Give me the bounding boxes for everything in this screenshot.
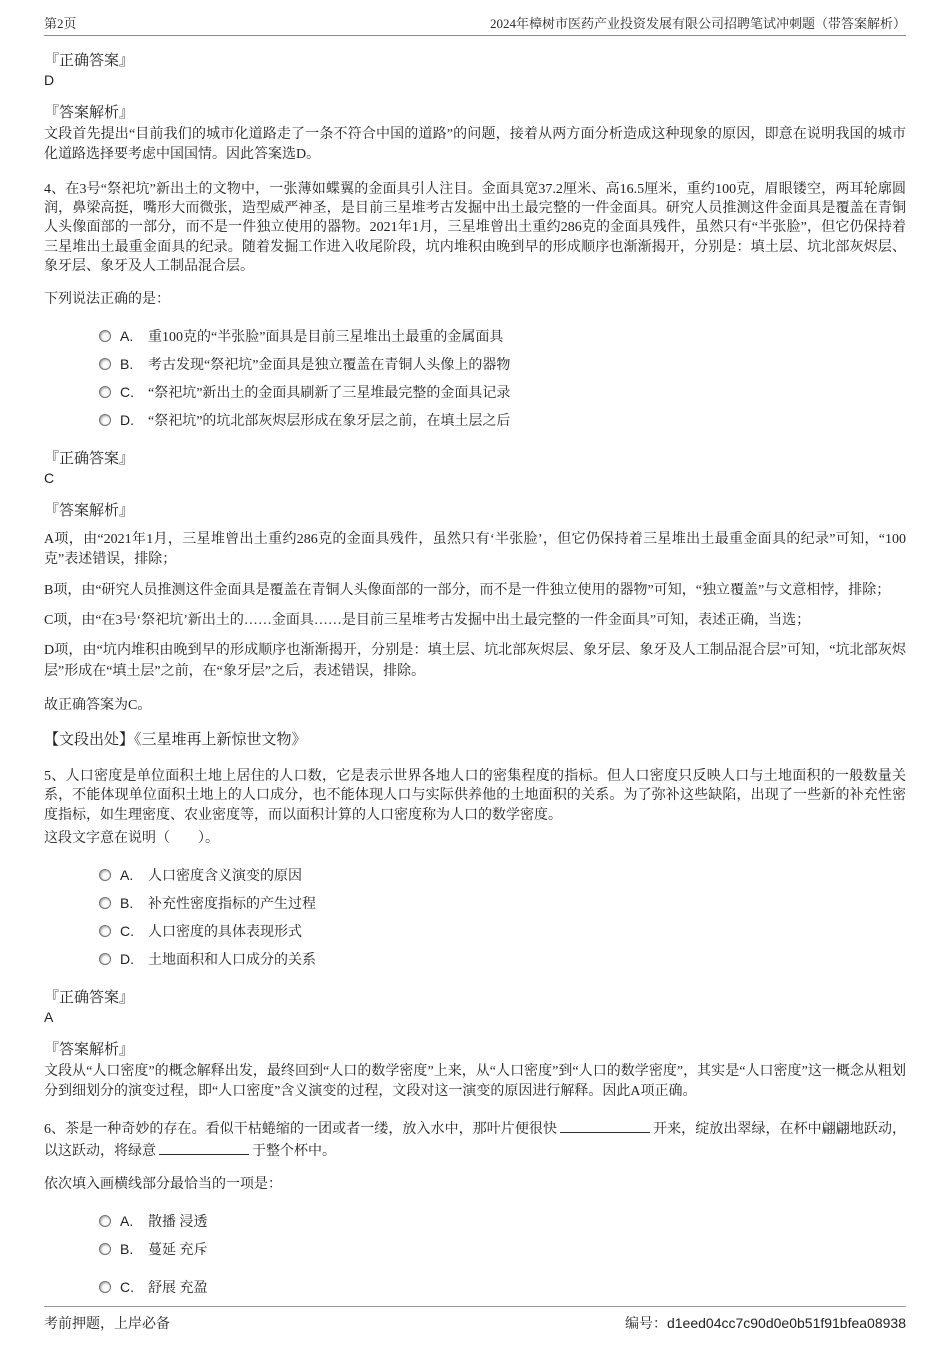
options-list <box>44 861 906 973</box>
question-stem: 5、人口密度是单位面积土地上居住的人口数，它是表示世界各地人口的密集程度的指标。但人口密度只反映人口与土地面积的一般数量关系，不能体现单位面积土地上的人口成分，也不能体现人口与实际供养他的土地面积的关系。为了弥补这些缺陷，出现了一些新的补充性密度指标，如生理密度、农业密度等，而以面积计算的人口密度称为人口的数学密度。 <box>44 768 906 823</box>
option-letter: B. <box>120 1241 134 1258</box>
option-letter: A. <box>120 328 134 345</box>
options-list <box>44 322 906 434</box>
question-stem: 4、在3号“祭祀坑”新出土的文物中，一张薄如蝶翼的金面具引人注目。金面具宽37.2厘米、高16.5厘米，重约100克，眉眼镂空，两耳轮廓圆润，鼻梁高挺，嘴形大而微张，造型威严神圣，是目前三星堆考古发掘中出土最完整的一件金面具。研究人员推测这件金面具是覆盖在青铜人头像面部的一部分，而不是一件独立使用的器物。2021年1月，三星堆曾出土重约286克的金面具残件，虽然只有“半张脸”，但它仍保持着三星堆出土最重金面具的纪录。随着发掘工作进入收尾阶段，坑内堆积由晚到早的形成顺序也渐渐揭开，分别是：填土层、坑北部灰烬层、象牙层、象牙及人工制品混合层。 <box>44 181 906 274</box>
option-letter: C. <box>120 384 134 401</box>
radio-icon[interactable] <box>99 358 111 370</box>
option-row-a[interactable] <box>99 861 906 889</box>
option-text: 补充性密度指标的产生过程 <box>148 896 316 912</box>
fill-in-blank-1 <box>560 1118 650 1133</box>
fill-in-blank-2 <box>159 1140 249 1155</box>
radio-icon[interactable] <box>99 925 111 937</box>
radio-icon[interactable] <box>99 1281 111 1293</box>
option-row-c[interactable] <box>99 378 906 406</box>
question-prompt: 依次填入画横线部分最恰当的一项是： <box>44 1177 282 1193</box>
footer-slogan: 考前押题，上岸必备 <box>44 1317 170 1332</box>
document-id-value: d1eed04cc7c90d0e0b51f91bfea08938 <box>666 1315 906 1331</box>
option-letter: A. <box>120 1213 134 1230</box>
page-footer <box>44 1306 906 1345</box>
option-letter: C. <box>120 1279 134 1296</box>
page-header <box>44 0 906 36</box>
analysis-conclusion: 故正确答案为C。 <box>44 697 152 713</box>
question-prompt: 下列说法正确的是： <box>44 292 170 308</box>
option-row-b[interactable] <box>99 350 906 378</box>
document-title: 2024年樟树市医药产业投资发展有限公司招聘笔试冲刺题（带答案解析） <box>489 16 906 31</box>
option-row-b[interactable] <box>99 1235 906 1263</box>
radio-icon[interactable] <box>99 1243 111 1255</box>
analysis-item-b: B项，由“研究人员推测这件金面具是覆盖在青铜人头像面部的一部分，而不是一件独立使用的器物”可知，“独立覆盖”与文意相悖，排除； <box>44 582 891 598</box>
document-id <box>625 1313 906 1333</box>
correct-answer-label: 『正确答案』 <box>44 989 135 1006</box>
page-number: 第2页 <box>44 16 77 31</box>
option-text: 考古发现“祭祀坑”金面具是独立覆盖在青铜人头像上的器物 <box>148 358 511 374</box>
radio-icon[interactable] <box>99 330 111 342</box>
document-id-label: 编号： <box>624 1317 667 1332</box>
option-row-c[interactable] <box>99 917 906 945</box>
option-text: 土地面积和人口成分的关系 <box>148 952 316 968</box>
option-text: 舒展 充盈 <box>148 1281 208 1297</box>
correct-answer-label: 『正确答案』 <box>44 451 135 468</box>
correct-answer-value: D <box>44 72 55 88</box>
question-6 <box>44 1118 906 1301</box>
option-text: 散播 浸透 <box>148 1215 208 1231</box>
question-5 <box>44 767 906 1103</box>
analysis-text: 文段首先提出“目前我们的城市化道路走了一条不符合中国的道路”的问题，接着从两方面分析造成这种现象的原因，即意在说明我国的城市化道路选择要考虑中国国情。因此答案选D。 <box>44 127 906 163</box>
options-list <box>44 1207 906 1301</box>
option-text: 蔓延 充斥 <box>148 1243 208 1259</box>
answer-analysis-label: 『答案解析』 <box>44 503 135 520</box>
page-body <box>44 36 906 1306</box>
option-letter: C. <box>120 922 134 939</box>
radio-icon[interactable] <box>99 869 111 881</box>
q3-answer-block <box>44 49 906 166</box>
stem-text-part1: 6、茶是一种奇妙的存在。看似干枯蜷缩的一团或者一缕，放入水中，那叶片便很快 <box>44 1122 558 1138</box>
question-4 <box>44 180 906 749</box>
correct-answer-value: A <box>44 1008 54 1025</box>
analysis-item-d: D项，由“坑内堆积由晚到早的形成顺序也渐渐揭开，分别是：填土层、坑北部灰烬层、象牙层、象牙及人工制品混合层”可知，“坑北部灰烬层”形成在“填土层”之前，在“象牙层”之后，表述错误，排除。 <box>44 643 906 679</box>
passage-source: 【文段出处】《三星堆再上新惊世文物》 <box>44 731 307 748</box>
stem-text-part3: 于整个杯中。 <box>252 1143 336 1159</box>
option-letter: D. <box>120 950 134 967</box>
radio-icon[interactable] <box>99 386 111 398</box>
stem-text-part2: 开来，绽放出翠绿，在杯中翩翩地跃动，以这跃动，将绿意 <box>44 1122 906 1159</box>
option-letter: B. <box>120 894 134 911</box>
option-row-d[interactable] <box>99 406 906 434</box>
option-text: “祭祀坑”新出土的金面具刷新了三星堆最完整的金面具记录 <box>148 386 511 402</box>
correct-answer-value: C <box>44 470 55 487</box>
analysis-item-c: C项，由“在3号‘祭祀坑’新出土的……金面具……是目前三星堆考古发掘中出土最完整的一件金面具”可知，表述正确，当选； <box>44 613 811 629</box>
option-letter: D. <box>120 412 134 429</box>
question-stem <box>44 1118 906 1161</box>
analysis-text: 文段从“人口密度”的概念解释出发，最终回到“人口的数学密度”上来，从“人口密度”到“人口的数学密度”，其实是“人口密度”这一概念从粗划分到细划分的演变过程，即“人口密度”含义演变的过程，文段对这一演变的原因进行解释。因此A项正确。 <box>44 1063 906 1100</box>
answer-analysis-label: 『答案解析』 <box>44 1041 135 1058</box>
option-row-a[interactable] <box>99 322 906 350</box>
radio-icon[interactable] <box>99 897 111 909</box>
radio-icon[interactable] <box>99 1215 111 1227</box>
option-letter: A. <box>120 866 134 883</box>
question-prompt: 这段文字意在说明（ ）。 <box>44 830 219 846</box>
option-text: 重100克的“半张脸”面具是目前三星堆出土最重的金属面具 <box>148 330 504 346</box>
option-text: 人口密度的具体表现形式 <box>148 924 302 940</box>
analysis-item-a: A项，由“2021年1月，三星堆曾出土重约286克的金面具残件，虽然只有‘半张脸’，但它仍保持着三星堆出土最重金面具的纪录”可知，“100克”表述错误，排除； <box>44 532 906 568</box>
option-row-b[interactable] <box>99 889 906 917</box>
option-text: “祭祀坑”的坑北部灰烬层形成在象牙层之前，在填土层之后 <box>148 414 511 430</box>
option-row-d[interactable] <box>99 945 906 973</box>
correct-answer-label: 『正确答案』 <box>44 53 135 69</box>
option-row-a[interactable] <box>99 1207 906 1235</box>
radio-icon[interactable] <box>99 414 111 426</box>
option-row-c[interactable] <box>99 1273 906 1301</box>
option-letter: B. <box>120 356 134 373</box>
answer-analysis-label: 『答案解析』 <box>44 105 135 121</box>
radio-icon[interactable] <box>99 953 111 965</box>
option-text: 人口密度含义演变的原因 <box>148 868 302 884</box>
